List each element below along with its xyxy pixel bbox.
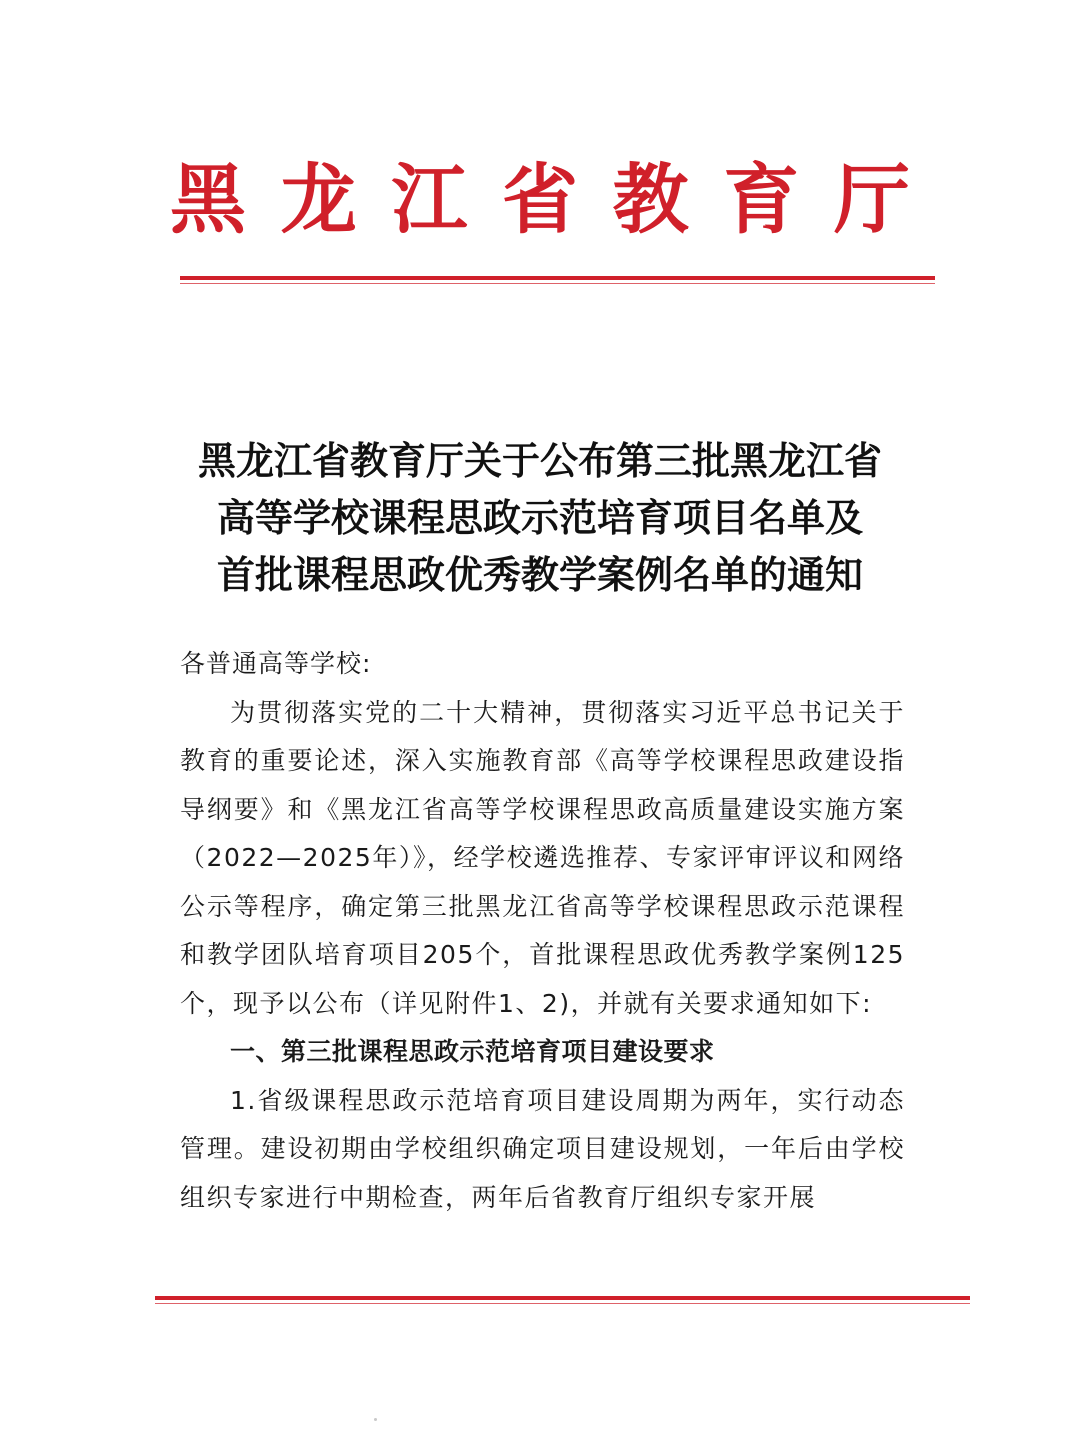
- masthead: [170, 150, 910, 250]
- header-red-rule: [180, 276, 935, 280]
- header-red-rule-thin: [180, 283, 935, 284]
- title-line: 高等学校课程思政示范培育项目名单及: [216, 495, 863, 540]
- masthead-char: 教: [612, 155, 689, 244]
- masthead-char: 育: [723, 155, 800, 244]
- document-title: [150, 432, 930, 603]
- section-heading: 一、第三批课程思政示范培育项目建设要求: [230, 1037, 715, 1066]
- masthead-char: 省: [501, 155, 578, 244]
- title-line: 黑龙江省教育厅关于公布第三批黑龙江省: [197, 438, 882, 483]
- masthead-char: 厅: [833, 155, 910, 244]
- document-body: [180, 640, 905, 1222]
- title-line: 首批课程思政优秀教学案例名单的通知: [216, 552, 863, 597]
- masthead-char: 黑: [170, 155, 246, 244]
- salutation: 各普通高等学校:: [180, 649, 372, 678]
- paragraph: 1.省级课程思政示范培育项目建设周期为两年，实行动态管理。建设初期由学校组织确定项目建设规划，一年后由学校组织专家进行中期检查，两年后省教育厅组织专家开展: [180, 1085, 905, 1212]
- paragraph: 为贯彻落实党的二十大精神，贯彻落实习近平总书记关于教育的重要论述，深入实施教育部《高等学校课程思政建设指导纲要》和《黑龙江省高等学校课程思政高质量建设实施方案（2022—2025年）》，经学校遴选推荐、专家评审评议和网络公示等程序，确定第三批黑龙江省高等学校课程思政示范课程和教学团队培育项目205个，首批课程思政优秀教学案例125个，现予以公布（详见附件1、2)，并就有关要求通知如下:: [180, 697, 905, 1018]
- masthead-char: 龙: [280, 155, 357, 244]
- scan-speck: [374, 1418, 377, 1421]
- footer-red-rule-thin: [155, 1303, 970, 1304]
- masthead-char: 江: [391, 155, 468, 244]
- footer-red-rule: [155, 1296, 970, 1300]
